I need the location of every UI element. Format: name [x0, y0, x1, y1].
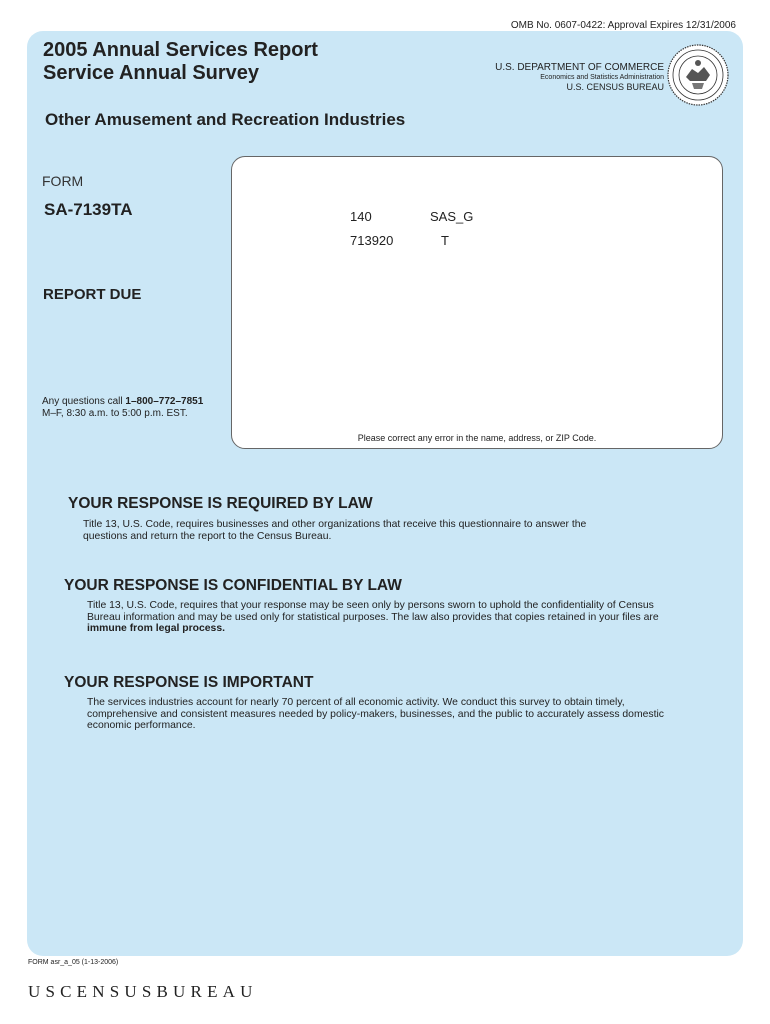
required-line-2: questions and return the report to the Census Bureau. — [83, 530, 332, 542]
important-line-3: economic performance. — [87, 720, 196, 731]
dept-bureau: U.S. CENSUS BUREAU — [566, 82, 664, 92]
important-line-2: comprehensive and consistent measures needed by policy-makers, businesses, and the public to accurately assess domestic — [87, 708, 664, 720]
address-code-140: 140 — [350, 209, 372, 224]
questions-contact — [42, 396, 203, 420]
page-title — [43, 39, 318, 85]
address-naics-code: 713920 — [350, 233, 394, 248]
phone-number: 1–800–772–7851 — [125, 396, 204, 407]
confidential-line-1: Title 13, U.S. Code, requires that your response may be seen only by persons sworn to uphold the confidentiality of Census — [87, 600, 654, 611]
report-due-label: REPORT DUE — [43, 286, 142, 303]
important-line-1: The services industries account for nearly 70 percent of all economic activity. We conduct this survey to obtain timely, — [87, 697, 625, 708]
department-block — [495, 62, 664, 93]
confidential-line-2: Bureau information and may be used only for statistical purposes. The law also provides that copies retained in your files are — [87, 611, 659, 623]
address-type-code: T — [441, 233, 449, 248]
mailing-address-box — [231, 156, 723, 449]
title-line-2: Service Annual Survey — [43, 62, 260, 84]
form-code: SA-7139TA — [44, 200, 133, 219]
dept-administration: Economics and Statistics Administration — [540, 74, 664, 81]
required-line-1: Title 13, U.S. Code, requires businesses and other organizations that receive this questionnaire to answer the — [83, 519, 587, 530]
dept-name: U.S. DEPARTMENT OF COMMERCE — [495, 62, 664, 73]
required-by-law-text — [83, 519, 586, 542]
address-code-sas: SAS_G — [430, 209, 474, 224]
omb-approval-text: OMB No. 0607-0422: Approval Expires 12/31/2006 — [510, 20, 736, 31]
form-identifier: FORM asr_a_05 (1-13-2006) — [28, 959, 119, 966]
required-by-law-heading: YOUR RESPONSE IS REQUIRED BY LAW — [68, 495, 373, 512]
form-label: FORM — [42, 173, 84, 189]
confidential-heading: YOUR RESPONSE IS CONFIDENTIAL BY LAW — [64, 577, 402, 594]
address-correction-note: Please correct any error in the name, address, or ZIP Code. — [357, 433, 597, 443]
title-line-1: 2005 Annual Services Report — [43, 39, 318, 61]
confidential-line-3: immune from legal process. — [87, 623, 226, 634]
contact-hours: M–F, 8:30 a.m. to 5:00 p.m. EST. — [42, 408, 188, 419]
confidential-text — [87, 600, 659, 635]
commerce-seal-icon — [666, 43, 730, 107]
industry-title: Other Amusement and Recreation Industries — [45, 110, 406, 129]
important-heading: YOUR RESPONSE IS IMPORTANT — [64, 674, 314, 691]
questions-prefix: Any questions call — [42, 396, 126, 407]
census-bureau-logo: USCENSUSBUREAU — [28, 982, 258, 1001]
important-text — [87, 697, 664, 732]
